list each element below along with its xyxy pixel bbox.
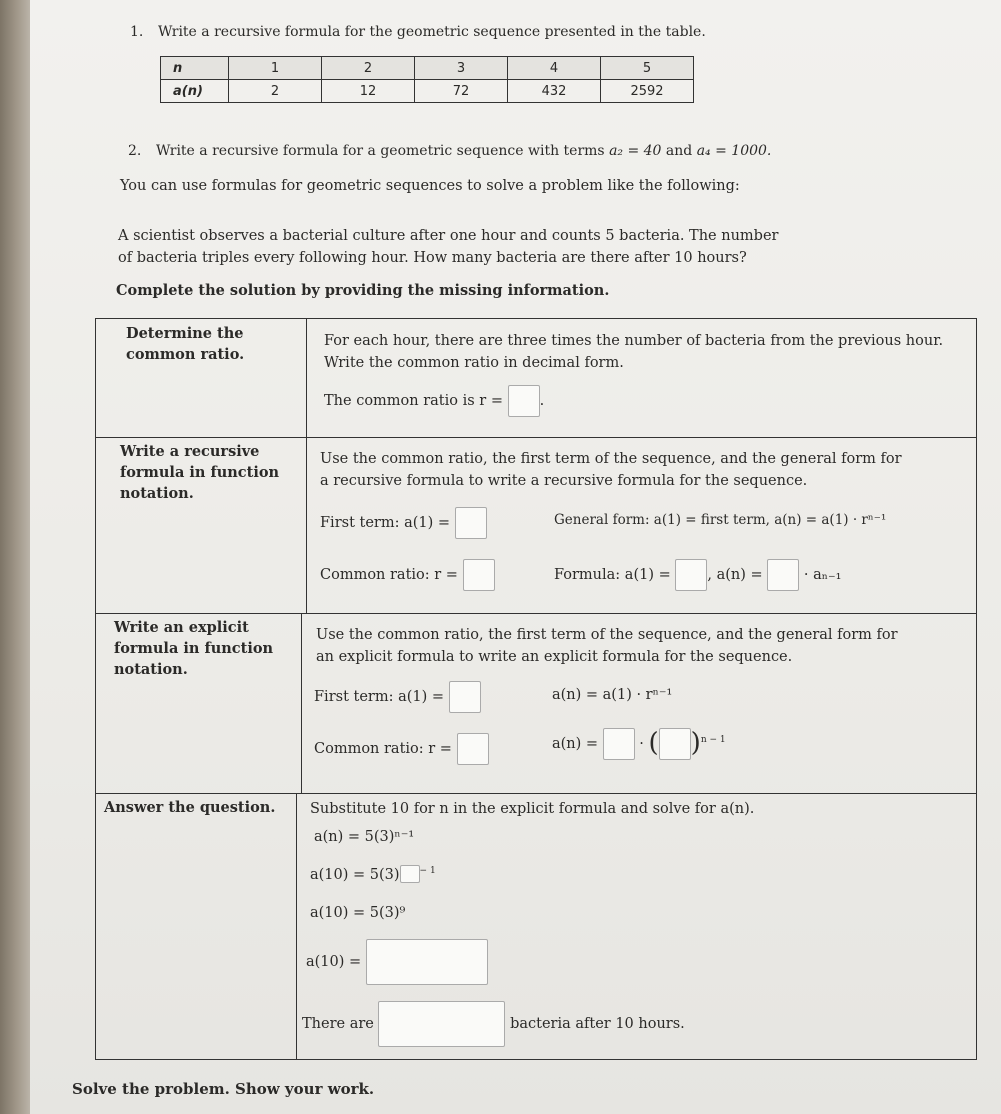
- problem-1-text: Write a recursive formula for the geometric sequence presented in the table.: [158, 24, 706, 40]
- step-1-label-line: common ratio.: [126, 346, 245, 364]
- scenario-line-1: A scientist observes a bacterial culture after one hour and counts 5 bacteria. The number: [118, 228, 779, 244]
- step-3-general: a(n) = a(1) · rⁿ⁻¹: [552, 687, 673, 703]
- step-2-label: [120, 441, 279, 504]
- exponent: n − 1: [700, 735, 726, 746]
- problem-2-term-1: a₂ = 40: [609, 143, 662, 159]
- table-header-n: n: [161, 57, 229, 80]
- step-4-answer: [302, 1001, 685, 1047]
- step-3-desc-1: Use the common ratio, the first term of the sequence, and the general form for: [316, 627, 898, 643]
- formula-mid: , a(n) =: [707, 567, 763, 583]
- table-cell: 432: [508, 80, 601, 103]
- table-row-an: [161, 80, 694, 103]
- step-4-eq-1: a(n) = 5(3)ⁿ⁻¹: [314, 829, 415, 845]
- table-cell: 2592: [601, 80, 694, 103]
- problem-2-and: and: [665, 143, 693, 159]
- step-4-row: [96, 793, 976, 1059]
- problem-2-text: Write a recursive formula for a geometric sequence with terms: [156, 143, 605, 159]
- eq-2-exponent: − 1: [419, 866, 436, 877]
- step-3-desc-2: an explicit formula to write an explicit formula for the sequence.: [316, 649, 793, 665]
- step-3-label: [114, 617, 273, 680]
- step-1-label: [126, 323, 244, 365]
- table-cell: 3: [415, 57, 508, 80]
- step-2-label-line: Write a recursive: [120, 443, 260, 460]
- recursive-ratio-box[interactable]: [463, 559, 495, 591]
- intro-text: You can use formulas for geometric sequences to solve a problem like the following:: [120, 178, 740, 194]
- answer-prefix: There are: [302, 1016, 374, 1032]
- first-term-label: First term: a(1) =: [320, 515, 451, 531]
- ratio-prefix: The common ratio is r =: [324, 393, 503, 409]
- table-cell: 2: [229, 80, 322, 103]
- right-paren: ): [690, 728, 701, 758]
- left-paren: (: [648, 728, 659, 758]
- recursive-formula-ratio-box[interactable]: [767, 559, 799, 591]
- common-ratio-answer-box[interactable]: [508, 385, 540, 417]
- explicit-ratio-box[interactable]: [457, 733, 489, 765]
- table-header-an: a(n): [161, 80, 229, 103]
- step-3-row: [96, 613, 976, 794]
- problem-2-term-2: a₄ = 1000.: [696, 143, 772, 159]
- step-4-eq-4: [306, 939, 488, 985]
- step-2-general-form: General form: a(1) = first term, a(n) = a(1) · rⁿ⁻¹: [554, 512, 887, 528]
- scenario-line-2: of bacteria triples every following hour. How many bacteria are there after 10 hours?: [118, 250, 747, 266]
- problem-2: [128, 143, 771, 159]
- table-cell: 5: [601, 57, 694, 80]
- problem-2-number: 2.: [128, 143, 142, 159]
- a10-answer-box[interactable]: [366, 939, 488, 985]
- table-cell: 4: [508, 57, 601, 80]
- explicit-formula-ratio-box[interactable]: [659, 728, 691, 760]
- problem-1-number: 1.: [130, 24, 144, 40]
- recursive-formula-a1-box[interactable]: [675, 559, 707, 591]
- table-row-n: [161, 57, 694, 80]
- table-cell: 1: [229, 57, 322, 80]
- step-3-label-line: Write an explicit: [114, 619, 249, 636]
- common-ratio-label: Common ratio: r =: [314, 741, 452, 757]
- formula-prefix: Formula: a(1) =: [554, 567, 671, 583]
- step-2-row: [96, 437, 976, 614]
- explicit-first-term-box[interactable]: [449, 681, 481, 713]
- sequence-table: [160, 56, 694, 103]
- step-3-first-term: [314, 681, 481, 713]
- bacteria-count-answer-box[interactable]: [378, 1001, 505, 1047]
- step-1-label-line: Determine the: [126, 325, 244, 342]
- eq-2-prefix: a(10) = 5(3): [310, 867, 400, 883]
- step-2-first-term: [320, 507, 487, 539]
- problem-1: [130, 24, 706, 40]
- common-ratio-label: Common ratio: r =: [320, 567, 458, 583]
- instruction-text: Complete the solution by providing the missing information.: [116, 282, 610, 299]
- footer-instruction: Solve the problem. Show your work.: [72, 1080, 375, 1098]
- step-2-desc-2: a recursive formula to write a recursive formula for the sequence.: [320, 473, 808, 489]
- recursive-first-term-box[interactable]: [455, 507, 487, 539]
- step-2-desc-1: Use the common ratio, the first term of the sequence, and the general form for: [320, 451, 902, 467]
- step-4-eq-2: [310, 865, 436, 886]
- table-cell: 72: [415, 80, 508, 103]
- step-3-label-line: formula in function: [114, 640, 274, 658]
- step-2-common-ratio: [320, 559, 495, 591]
- table-cell: 2: [322, 57, 415, 80]
- step-4-eq-3: a(10) = 5(3)⁹: [310, 905, 406, 921]
- step-1-ratio: The common ratio is r = .: [324, 385, 544, 417]
- explicit-formula-prefix: a(n) =: [552, 735, 599, 752]
- explicit-formula-a1-box[interactable]: [603, 728, 635, 760]
- first-term-label: First term: a(1) =: [314, 689, 445, 705]
- step-2-label-line: notation.: [120, 485, 194, 503]
- step-1-desc-1: For each hour, there are three times the number of bacteria from the previous hour.: [324, 333, 944, 349]
- eq-4-prefix: a(10) =: [306, 954, 362, 970]
- formula-suffix: · aₙ₋₁: [803, 567, 842, 583]
- answer-suffix: bacteria after 10 hours.: [510, 1016, 685, 1032]
- step-2-label-line: formula in function: [120, 464, 280, 482]
- exponent-answer-box[interactable]: [400, 865, 420, 883]
- step-3-common-ratio: [314, 733, 489, 765]
- table-cell: 12: [322, 80, 415, 103]
- step-3-formula: a(n) = · ( )$^{n - 1}$: [552, 728, 726, 758]
- step-2-formula: [554, 559, 841, 591]
- step-4-label: Answer the question.: [104, 799, 276, 816]
- step-1-desc-2: Write the common ratio in decimal form.: [324, 355, 624, 371]
- step-1-row: [96, 319, 976, 438]
- step-3-label-line: notation.: [114, 661, 188, 679]
- solution-table: [95, 318, 977, 1060]
- step-4-desc: Substitute 10 for n in the explicit formula and solve for a(n).: [310, 801, 755, 817]
